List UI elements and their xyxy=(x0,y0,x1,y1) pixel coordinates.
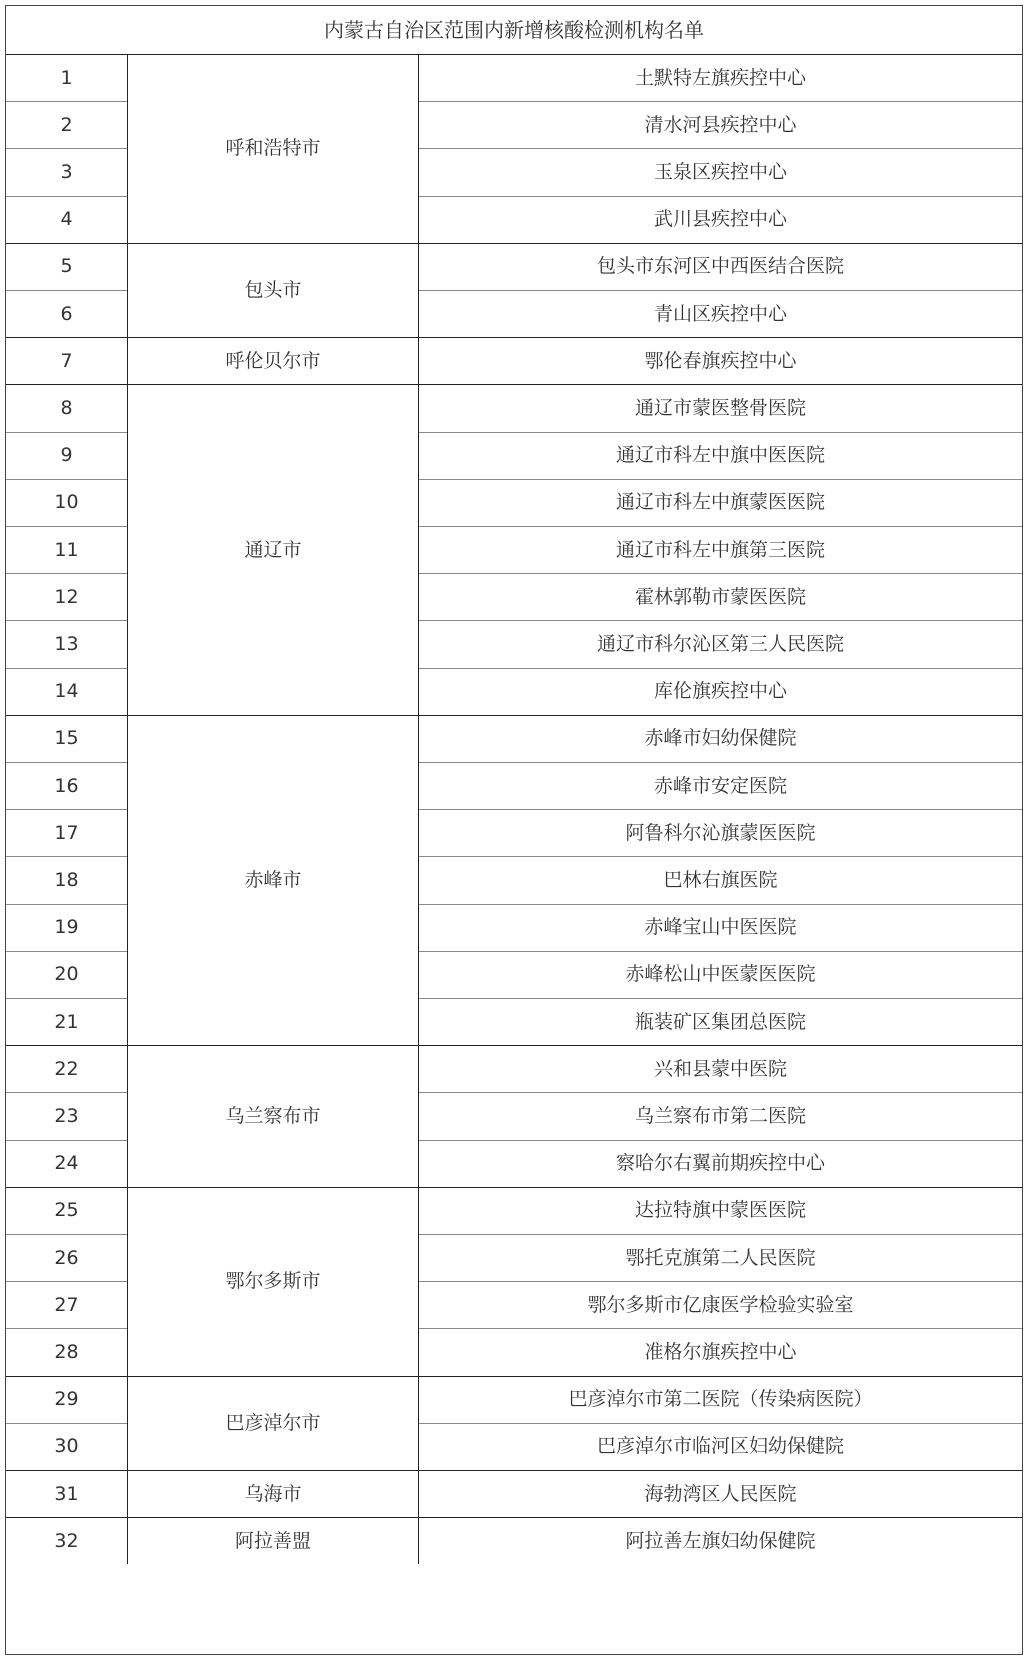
row-number: 17 xyxy=(54,821,79,844)
institution-name: 通辽市科左中旗第三医院 xyxy=(615,538,825,561)
row-number: 22 xyxy=(54,1057,79,1080)
institution-name: 海勃湾区人民医院 xyxy=(644,1482,797,1505)
row-number: 10 xyxy=(54,491,79,514)
city-name: 呼和浩特市 xyxy=(225,137,321,160)
institution-name: 阿拉善左旗妇幼保健院 xyxy=(625,1529,816,1552)
institution-name: 巴彦淖尔市临河区妇幼保健院 xyxy=(596,1435,844,1458)
institution-name: 巴林右旗医院 xyxy=(663,868,778,891)
row-number: 27 xyxy=(54,1293,79,1316)
city-name: 乌海市 xyxy=(244,1482,302,1505)
row-number: 2 xyxy=(60,113,73,136)
institution-name: 通辽市科尔沁区第三人民医院 xyxy=(596,632,844,655)
row-number: 4 xyxy=(60,208,73,231)
institution-name: 清水河县疾控中心 xyxy=(644,113,797,136)
institution-name: 包头市东河区中西医结合医院 xyxy=(596,255,844,278)
row-number: 3 xyxy=(60,160,73,183)
row-number: 1 xyxy=(60,66,73,89)
row-number: 15 xyxy=(54,727,79,750)
institution-name: 土默特左旗疾控中心 xyxy=(634,66,806,89)
institution-name: 霍林郭勒市蒙医医院 xyxy=(634,585,806,608)
institution-name: 巴彦淖尔市第二医院（传染病医院） xyxy=(568,1388,873,1411)
row-number: 16 xyxy=(54,774,79,797)
institution-name: 库伦旗疾控中心 xyxy=(653,680,787,703)
city-name: 乌兰察布市 xyxy=(225,1104,321,1127)
institution-name: 瓶装矿区集团总医院 xyxy=(634,1010,806,1033)
institution-name: 通辽市科左中旗中医医院 xyxy=(615,444,825,467)
city-name: 赤峰市 xyxy=(244,868,302,891)
row-number: 18 xyxy=(54,868,79,891)
row-number: 9 xyxy=(60,444,73,467)
institution-name: 鄂尔多斯市亿康医学检验实验室 xyxy=(587,1293,854,1316)
row-number: 31 xyxy=(54,1482,79,1505)
institution-table xyxy=(5,5,1023,1655)
row-number: 24 xyxy=(54,1152,79,1175)
institution-name: 赤峰宝山中医医院 xyxy=(644,916,797,939)
row-number: 14 xyxy=(54,680,79,703)
institution-name: 乌兰察布市第二医院 xyxy=(634,1104,806,1127)
institution-name: 准格尔旗疾控中心 xyxy=(644,1340,797,1363)
row-number: 11 xyxy=(54,538,79,561)
row-number: 28 xyxy=(54,1340,79,1363)
institution-name: 阿鲁科尔沁旗蒙医医院 xyxy=(625,821,816,844)
row-number: 23 xyxy=(54,1104,79,1127)
row-number: 21 xyxy=(54,1010,79,1033)
city-name: 通辽市 xyxy=(244,538,302,561)
row-number: 19 xyxy=(54,916,79,939)
institution-name: 通辽市蒙医整骨医院 xyxy=(634,396,806,419)
table-title: 内蒙古自治区范围内新增核酸检测机构名单 xyxy=(324,18,704,42)
institution-name: 赤峰市安定医院 xyxy=(653,774,787,797)
institution-name: 青山区疾控中心 xyxy=(653,302,787,325)
row-number: 13 xyxy=(54,632,79,655)
city-name: 阿拉善盟 xyxy=(234,1529,311,1552)
row-number: 12 xyxy=(54,585,79,608)
row-number: 20 xyxy=(54,963,79,986)
city-name: 包头市 xyxy=(244,278,302,301)
row-number: 25 xyxy=(54,1199,79,1222)
institution-name: 达拉特旗中蒙医医院 xyxy=(634,1199,806,1222)
row-number: 6 xyxy=(60,302,73,325)
city-name: 巴彦淖尔市 xyxy=(225,1411,321,1434)
institution-name: 鄂托克旗第二人民医院 xyxy=(625,1246,816,1269)
institution-name: 武川县疾控中心 xyxy=(653,208,787,231)
institution-name: 鄂伦春旗疾控中心 xyxy=(644,349,797,372)
row-number: 32 xyxy=(54,1529,79,1552)
institution-name: 赤峰市妇幼保健院 xyxy=(644,727,797,750)
city-name: 呼伦贝尔市 xyxy=(225,349,321,372)
city-name: 鄂尔多斯市 xyxy=(225,1270,321,1293)
row-number: 7 xyxy=(60,349,73,372)
row-number: 8 xyxy=(60,396,73,419)
institution-name: 兴和县蒙中医院 xyxy=(653,1057,787,1080)
institution-name: 察哈尔右翼前期疾控中心 xyxy=(615,1152,825,1175)
row-number: 30 xyxy=(54,1435,79,1458)
row-number: 26 xyxy=(54,1246,79,1269)
institution-name: 通辽市科左中旗蒙医医院 xyxy=(615,491,825,514)
institution-name: 赤峰松山中医蒙医医院 xyxy=(625,963,816,986)
row-number: 5 xyxy=(60,255,73,278)
institution-name: 玉泉区疾控中心 xyxy=(653,160,787,183)
row-number: 29 xyxy=(54,1388,79,1411)
